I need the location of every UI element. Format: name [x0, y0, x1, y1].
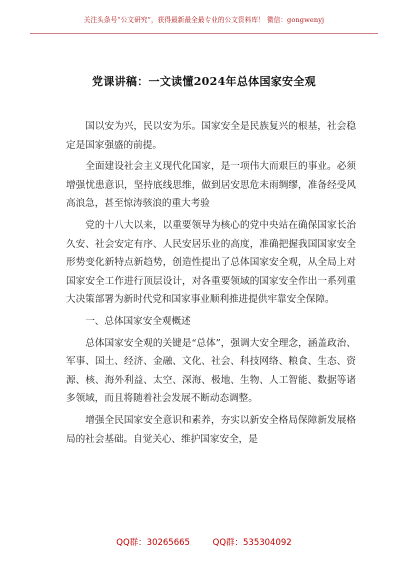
footer-qq-group-2: QQ群：535304092	[212, 538, 292, 548]
header-divider	[30, 33, 378, 34]
paragraph: 总体国家安全观的关键是“总体”，强调大安全理念，涵盖政治、军事、国土、经济、金融、文化、社会、科技网络、粮食、生态、资源、核、海外利益、太空、深海、极地、生物、人工智能、数据等诸多领域，而且将随着社会发展不断动态调整。	[66, 337, 356, 405]
paragraph: 全面建设社会主义现代化国家，是一项伟大而艰巨的事业。必须增强忧患意识，坚持底线思维，做到居安思危未雨绸缪，准备经受风高浪急，甚至惊涛骇浪的重大考验	[66, 161, 356, 210]
header-banner: 关注头条号“公文研究”，获得最新最全最专业的公文资料库！ 微信：gongwenyj	[83, 16, 325, 24]
paragraph: 增强全民国家安全意识和素养，夯实以新安全格局保障新发展格局的社会基础。自觉关心、维护国家安全，是	[66, 414, 356, 445]
paragraph: 国以安为兴，民以安为乐。国家安全是民族复兴的根基，社会稳定是国家强盛的前提。	[66, 121, 356, 151]
footer	[0, 536, 408, 548]
document-body	[66, 118, 356, 452]
section-heading: 一、总体国家安全观概述	[85, 315, 191, 327]
footer-qq-group-1: QQ群：30265665	[116, 538, 190, 548]
paragraph: 党的十八大以来，以重要领导为核心的党中央站在确保国家长治久安、社会安定有序、人民安居乐业的高度，准确把握我国国家安全形势变化新特点新趋势，创造性提出了总体国家安全观，从全局上对国家安全工作进行顶层设计，对各重要领域的国家安全作出一系列重大决策部署为新时代党和国家事业顺利推进提供牢靠安全保障。	[66, 219, 356, 306]
document-title: 党课讲稿：一文读懂2024年总体国家安全观	[92, 75, 316, 88]
